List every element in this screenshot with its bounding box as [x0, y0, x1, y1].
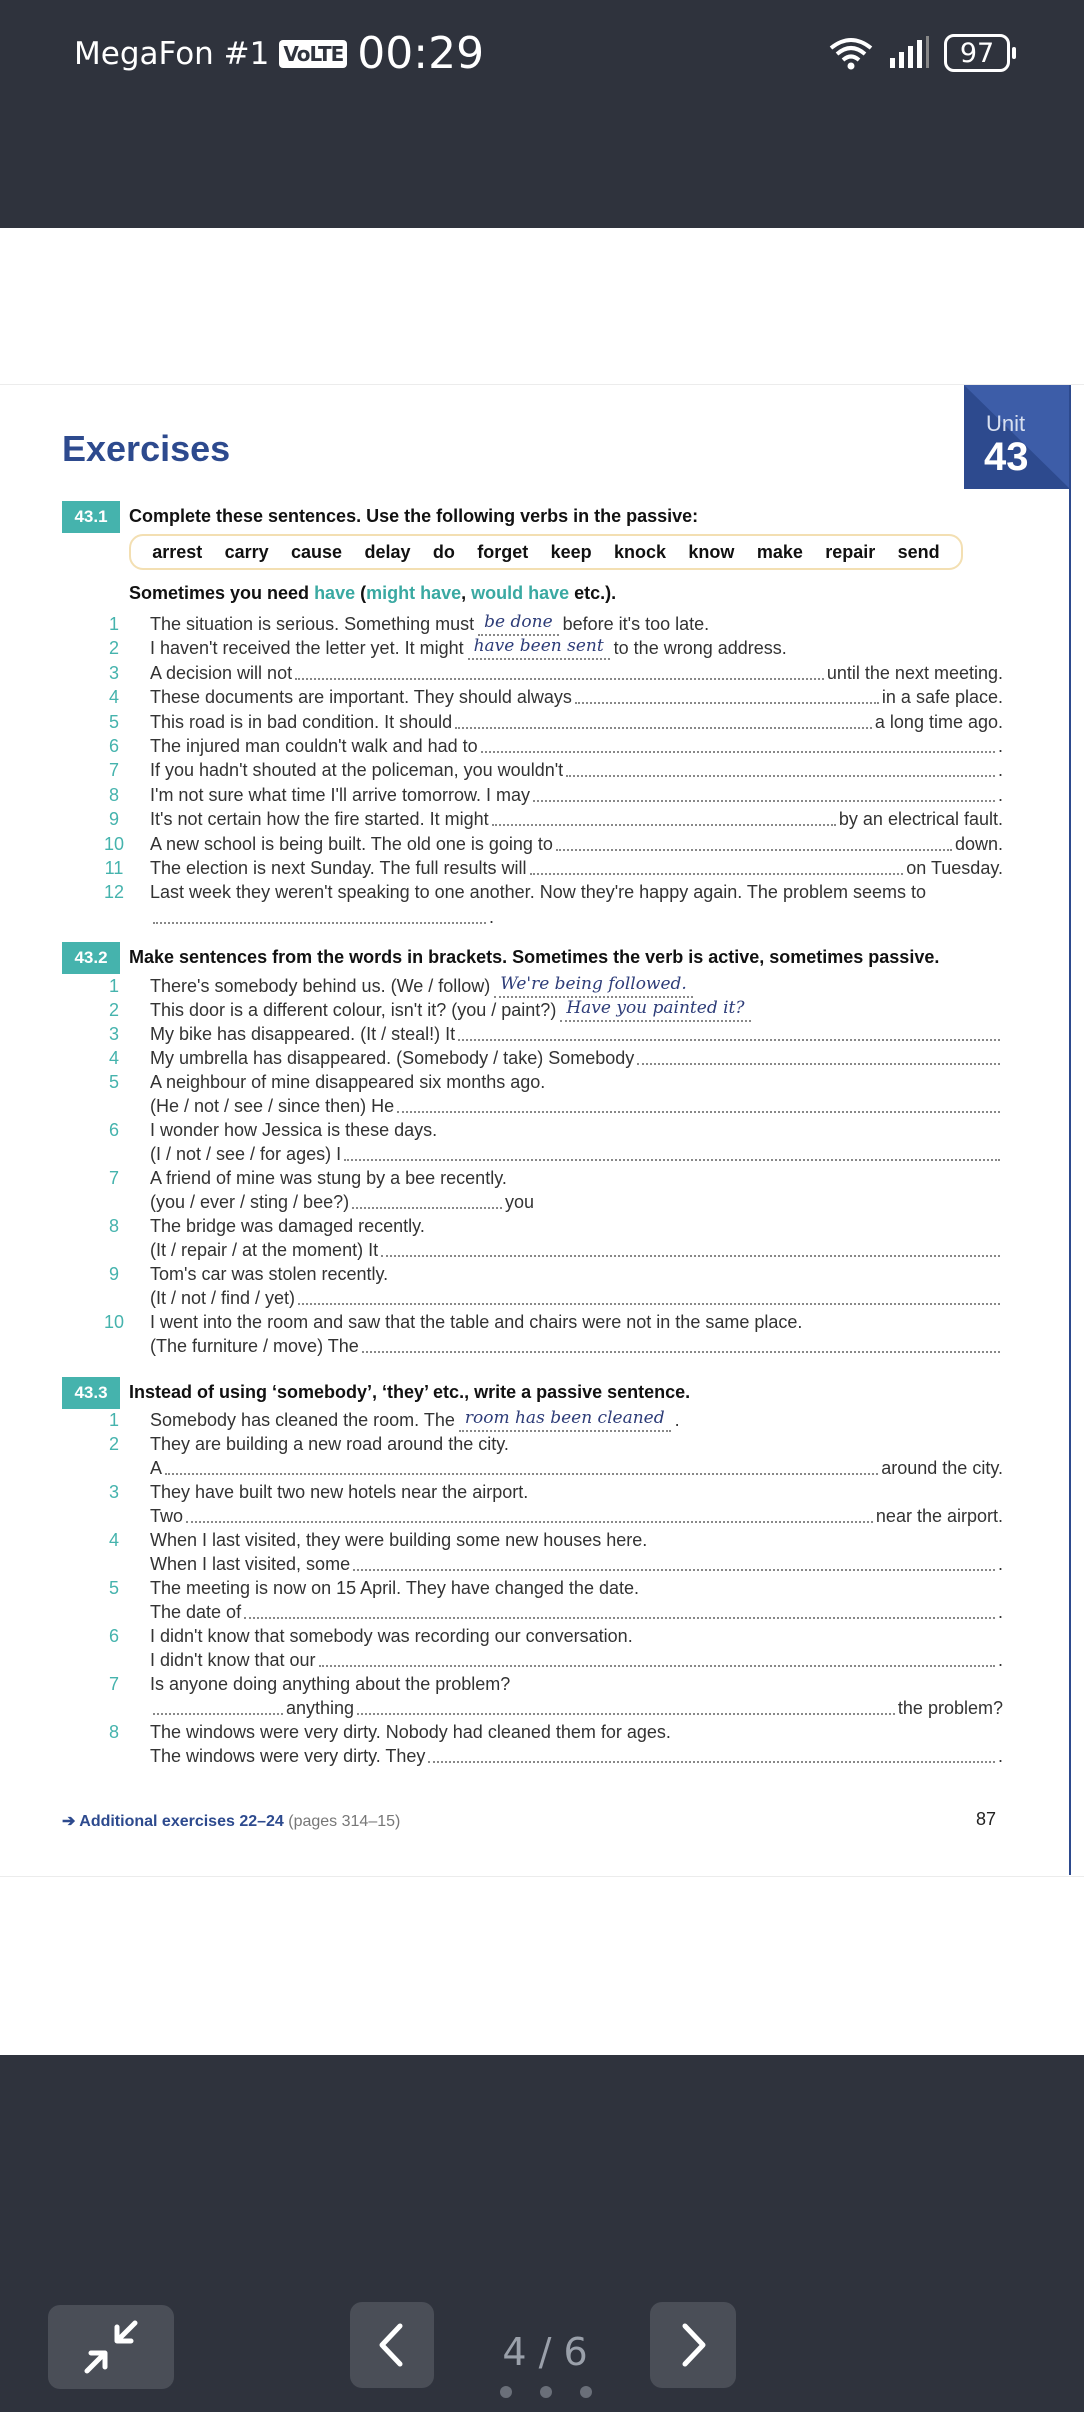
answer-blank — [244, 1617, 995, 1619]
exercise-line: 10 I went into the room and saw that the table and chairs were not in the same place. — [103, 1312, 803, 1332]
answer-blank — [352, 1207, 502, 1209]
item-number: 8 — [108, 784, 119, 805]
exercise-line: 2 This door is a different colour, isn't it? (you / paint?) Have you painted it? — [0, 998, 1084, 1022]
answer-blank — [556, 849, 952, 851]
exercise-line: 1 There's somebody behind us. (We / follow) We're being followed. — [0, 974, 1084, 998]
exercise-line: 1 Somebody has cleaned the room. The room has been cleaned . — [108, 1408, 680, 1430]
unit-label: Unit — [986, 411, 1026, 436]
exercise-line: 4 When I last visited, they were building some new houses here. — [108, 1530, 648, 1550]
item-number: 6 — [108, 736, 119, 756]
verb: do — [432, 541, 455, 562]
answer-blank — [165, 1473, 878, 1475]
answer-blank — [428, 1761, 995, 1763]
clock: 00:29 — [357, 28, 485, 79]
verb-box — [129, 534, 963, 570]
verb: repair — [825, 541, 876, 562]
battery-icon — [944, 34, 1010, 72]
answer-blank — [381, 1255, 1000, 1257]
answer-blank — [397, 1111, 1000, 1113]
volte-badge: VoLTE — [279, 40, 347, 68]
exercise-line[interactable]: 8 I'm not sure what time I'll arrive tomorrow. I may . — [0, 783, 1084, 807]
verb: forget — [477, 541, 529, 562]
answer-blank — [455, 727, 872, 729]
unit-number: 43 — [984, 435, 1029, 479]
exercise-line[interactable]: (The furniture / move) The — [0, 1334, 1084, 1358]
section-title-43-1: Complete these sentences. Use the following verbs in the passive: — [129, 506, 699, 526]
exercise-line[interactable]: 3 A decision will not until the next meeting. — [0, 661, 1084, 685]
battery-level: 97 — [959, 37, 995, 69]
exercise-line[interactable]: Two near the airport. — [150, 1506, 1003, 1526]
carrier-name: MegaFon #1 — [74, 35, 270, 72]
verb: make — [756, 541, 803, 562]
item-number: 3 — [108, 662, 119, 683]
exercise-line[interactable]: 5 This road is in bad condition. It should a long time ago. — [0, 710, 1084, 734]
verb: carry — [224, 541, 269, 562]
page-indicator: 4 / 6 — [502, 2330, 588, 2374]
answer-blank — [357, 1713, 895, 1715]
answer-blank — [481, 751, 995, 753]
exercise-line[interactable]: (I / not / see / for ages) I — [0, 1142, 1084, 1166]
collapse-button[interactable] — [48, 2305, 174, 2389]
answer-blank — [458, 1039, 1000, 1041]
section-note: Sometimes you need have (might have, would have etc.). — [129, 583, 617, 603]
wifi-icon — [828, 36, 874, 70]
answer-blank — [295, 678, 824, 680]
item-number: 5 — [108, 711, 119, 732]
answer-blank — [566, 775, 995, 777]
exercise-line[interactable]: 7 If you hadn't shouted at the policeman, you wouldn't . — [0, 758, 1084, 782]
handwritten-answer: We're being followed. — [494, 972, 693, 998]
exercise-line[interactable]: anything the problem? — [0, 1696, 1084, 1720]
item-number: 12 — [103, 882, 125, 903]
signal-icon — [888, 36, 930, 70]
answer-blank — [637, 1063, 1000, 1065]
verb: delay — [364, 541, 411, 562]
exercise-line[interactable]: The windows were very dirty. They . — [150, 1746, 1003, 1766]
verb: know — [688, 541, 735, 562]
exercise-line[interactable]: The date of . — [150, 1602, 1003, 1622]
answer-blank — [153, 1713, 283, 1715]
section-badge-43-2: 43.2 — [62, 942, 120, 974]
item-number: 2 — [108, 638, 119, 659]
verb: send — [897, 541, 940, 562]
exercise-line[interactable]: 4 My umbrella has disappeared. (Somebody / take) Somebody — [0, 1046, 1084, 1070]
collapse-icon — [81, 2317, 141, 2377]
item-number: 4 — [108, 687, 119, 708]
page-bottom-divider — [0, 1876, 1084, 1877]
additional-exercises-link[interactable]: ➔ Additional exercises 22–24 (pages 314–15) — [62, 1813, 401, 1830]
section-title-43-2: Make sentences from the words in brackets. Sometimes the verb is active, sometimes passive. — [129, 947, 940, 967]
exercise-line: 5 The meeting is now on 15 April. They have changed the date. — [108, 1578, 639, 1598]
status-bar — [0, 0, 1084, 228]
handwritten-answer: room has been cleaned — [459, 1406, 671, 1432]
exercise-line[interactable]: (It / repair / at the moment) It — [0, 1238, 1084, 1262]
verb: cause — [291, 541, 343, 562]
exercise-line[interactable]: 3 My bike has disappeared. (It / steal!) It — [0, 1022, 1084, 1046]
exercise-line: 2 They are building a new road around the city. — [108, 1434, 509, 1454]
unit-badge — [964, 385, 1070, 489]
chevron-left-icon — [372, 2320, 412, 2370]
page-title: Exercises — [62, 428, 231, 469]
page-dots — [500, 2386, 592, 2398]
exercise-line[interactable]: 12 Last week they weren't speaking to one another. Now they're happy again. The problem seems to — [0, 880, 1084, 904]
handwritten-answer: have been sent — [468, 634, 610, 660]
answer-blank — [298, 1303, 1000, 1305]
answer-blank — [530, 873, 904, 875]
next-page-button[interactable] — [650, 2302, 736, 2388]
exercise-line[interactable]: (It / not / find / yet) — [0, 1286, 1084, 1310]
section-badge-43-1: 43.1 — [62, 501, 120, 533]
answer-blank — [533, 800, 995, 802]
answer-blank — [186, 1521, 873, 1523]
item-number: 11 — [104, 858, 124, 878]
item-number: 7 — [108, 760, 119, 781]
answer-blank — [492, 824, 836, 826]
exercise-line[interactable]: 10 A new school is being built. The old one is going to down. — [0, 832, 1084, 856]
page-number: 87 — [976, 1809, 997, 1829]
exercise-line[interactable]: (you / ever / sting / bee?) you — [150, 1192, 534, 1212]
exercise-line: 8 The windows were very dirty. Nobody had cleaned them for ages. — [108, 1722, 671, 1742]
verb: arrest — [152, 541, 203, 562]
verb: knock — [614, 541, 667, 562]
previous-page-button[interactable] — [350, 2302, 434, 2388]
exercise-line: 2 I haven't received the letter yet. It might have been sent to the wrong address. — [0, 636, 1084, 660]
exercise-line: 9 Tom's car was stolen recently. — [108, 1264, 389, 1284]
item-number: 9 — [108, 809, 119, 830]
exercise-line[interactable]: . — [0, 905, 1084, 929]
exercise-line[interactable]: (He / not / see / since then) He — [0, 1094, 1084, 1118]
answer-blank — [344, 1159, 1000, 1161]
chevron-right-icon — [673, 2320, 713, 2370]
exercise-line: 6 I wonder how Jessica is these days. — [108, 1120, 438, 1140]
section-title-43-3: Instead of using ‘somebody’, ‘they’ etc., write a passive sentence. — [129, 1382, 691, 1402]
exercise-line: 7 A friend of mine was stung by a bee recently. — [108, 1168, 507, 1188]
exercise-line[interactable]: 6 The injured man couldn't walk and had to . — [0, 734, 1084, 758]
exercise-line: 5 A neighbour of mine disappeared six months ago. — [108, 1072, 546, 1092]
exercise-line: 6 I didn't know that somebody was recording our conversation. — [108, 1626, 633, 1646]
exercise-line[interactable]: 9 It's not certain how the fire started. It might by an electrical fault. — [0, 807, 1084, 831]
exercise-line[interactable]: 4 These documents are important. They should always in a safe place. — [0, 685, 1084, 709]
answer-blank — [153, 922, 486, 924]
section-badge-43-3: 43.3 — [62, 1377, 120, 1409]
verb: keep — [550, 541, 592, 562]
exercise-line: 1 The situation is serious. Something must be done before it's too late. — [0, 612, 1084, 636]
answer-blank — [353, 1569, 995, 1571]
answer-blank — [362, 1351, 1000, 1353]
answer-blank — [319, 1665, 995, 1667]
exercise-line[interactable]: 11 The election is next Sunday. The full results will on Tuesday. — [0, 856, 1084, 880]
page-top-divider — [0, 384, 1084, 385]
item-number: 10 — [103, 833, 125, 854]
answer-blank — [575, 702, 879, 704]
exercise-line[interactable]: A around the city. — [150, 1458, 1003, 1478]
handwritten-answer: Have you painted it? — [560, 996, 750, 1022]
exercise-line[interactable]: I didn't know that our . — [150, 1650, 1003, 1670]
exercise-line: 3 They have built two new hotels near the airport. — [108, 1482, 529, 1502]
document-page[interactable] — [0, 228, 1084, 2055]
handwritten-answer: be done — [478, 610, 558, 636]
item-number: 1 — [108, 614, 119, 634]
exercise-line[interactable]: When I last visited, some . — [150, 1554, 1003, 1574]
exercise-line: 8 The bridge was damaged recently. — [108, 1216, 425, 1236]
exercise-line: 7 Is anyone doing anything about the problem? — [108, 1674, 511, 1694]
